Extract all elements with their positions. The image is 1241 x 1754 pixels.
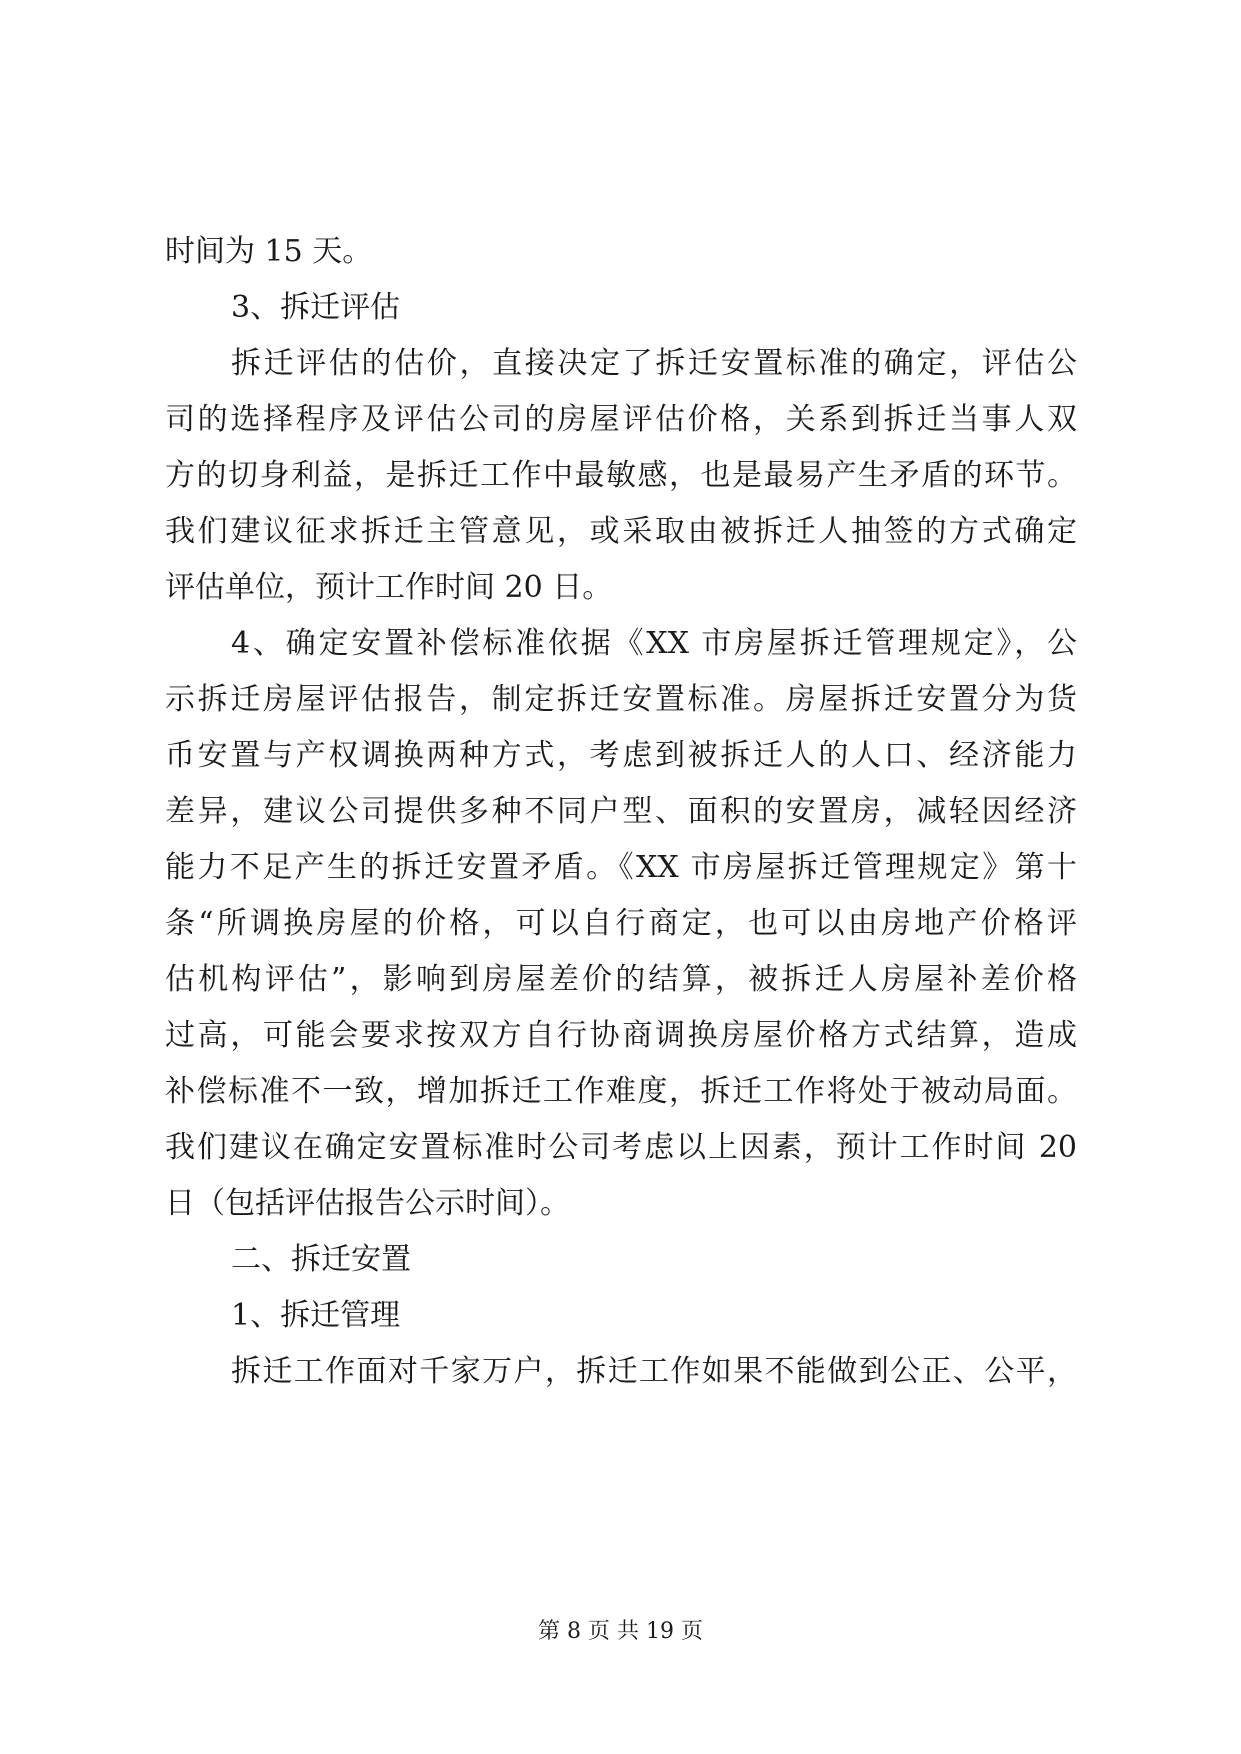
text-line: 补偿标准不一致，增加拆迁工作难度，拆迁工作将处于被动局面。: [165, 1074, 1077, 1109]
section-heading: 二、拆迁安置: [231, 1242, 411, 1277]
section-heading: 3、拆迁评估: [231, 290, 401, 325]
text-line: 司的选择程序及评估公司的房屋评估价格，关系到拆迁当事人双: [165, 402, 1077, 437]
text-line: 估机构评估”，影响到房屋差价的结算，被拆迁人房屋补差价格: [165, 962, 1077, 997]
text-line: 评估单位，预计工作时间 20 日。: [165, 570, 613, 605]
text-line: 能力不足产生的拆迁安置矛盾。《XX 市房屋拆迁管理规定》第十: [165, 850, 1077, 885]
text-line: 时间为 15 天。: [165, 234, 373, 269]
text-line: 差异，建议公司提供多种不同户型、面积的安置房，减轻因经济: [165, 794, 1077, 829]
text-line: 方的切身利益，是拆迁工作中最敏感，也是最易产生矛盾的环节。: [165, 458, 1077, 493]
text-line: 条“所调换房屋的价格，可以自行商定，也可以由房地产价格评: [165, 906, 1077, 941]
text-line: 币安置与产权调换两种方式，考虑到被拆迁人的人口、经济能力: [165, 738, 1077, 773]
text-line: 日（包括评估报告公示时间）。: [165, 1186, 570, 1221]
text-line: 过高，可能会要求按双方自行协商调换房屋价格方式结算，造成: [165, 1018, 1077, 1053]
text-line: 拆迁评估的估价，直接决定了拆迁安置标准的确定，评估公: [231, 346, 1077, 381]
page-number-footer: 第 8 页 共 19 页: [538, 1619, 703, 1644]
text-line: 示拆迁房屋评估报告，制定拆迁安置标准。房屋拆迁安置分为货: [165, 682, 1077, 717]
text-line: 4、确定安置补偿标准依据《XX 市房屋拆迁管理规定》，公: [231, 626, 1077, 661]
section-heading: 1、拆迁管理: [231, 1298, 401, 1333]
text-line: 拆迁工作面对千家万户，拆迁工作如果不能做到公正、公平，: [231, 1354, 1077, 1389]
text-line: 我们建议在确定安置标准时公司考虑以上因素，预计工作时间 20: [165, 1130, 1077, 1165]
text-line: 我们建议征求拆迁主管意见，或采取由被拆迁人抽签的方式确定: [165, 514, 1077, 549]
